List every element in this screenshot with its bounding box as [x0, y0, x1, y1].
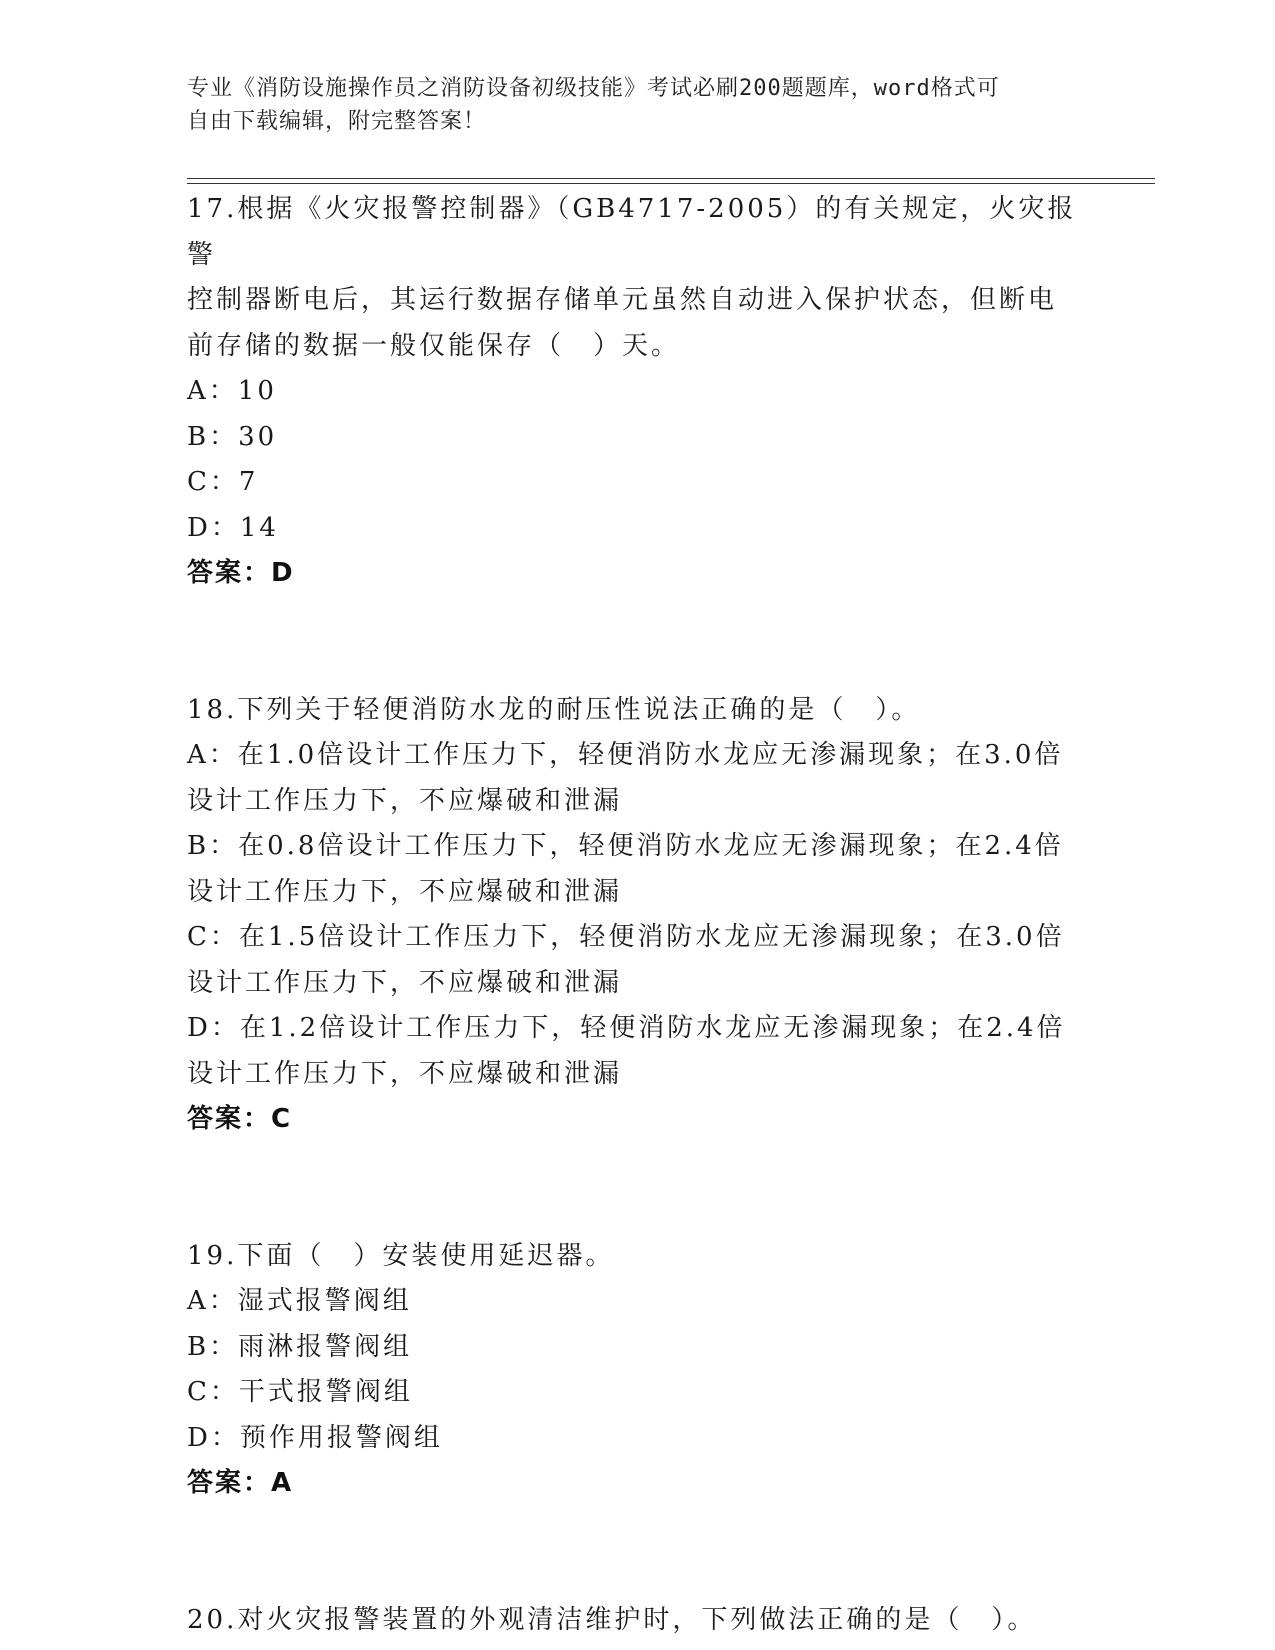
- answer-label: 答案：D: [187, 558, 295, 588]
- question-stem-line: 17.根据《火灾报警控制器》（GB4717-2005）的有关规定，火灾报警: [187, 194, 1077, 270]
- question-20: [187, 1598, 1087, 1644]
- question-stem-line: 20.对火灾报警装置的外观清洁维护时，下列做法正确的是（ ）。: [187, 1604, 1037, 1635]
- header-divider-bottom: [187, 183, 1155, 184]
- header-line-2: 自由下载编辑，附完整答案！: [187, 109, 487, 134]
- option-b: B：30: [187, 421, 278, 452]
- answer-label: 答案：C: [187, 1104, 293, 1134]
- question-19: [187, 1234, 1087, 1507]
- option-c-line-1: C：在1.5倍设计工作压力下，轻便消防水龙应无渗漏现象；在3.0倍: [187, 922, 1065, 952]
- option-c: C：7: [187, 467, 259, 497]
- question-spacer: [187, 597, 1087, 688]
- option-b: B：雨淋报警阀组: [187, 1331, 413, 1362]
- answer-label: 答案：A: [187, 1468, 294, 1498]
- question-list: [187, 187, 1087, 1643]
- option-a-line-1: A：在1.0倍设计工作压力下，轻便消防水龙应无渗漏现象；在3.0倍: [187, 740, 1064, 770]
- option-c-line-2: 设计工作压力下，不应爆破和泄漏: [187, 967, 623, 998]
- option-d: D：预作用报警阀组: [187, 1422, 443, 1453]
- question-17: [187, 187, 1087, 597]
- question-stem-line: 前存储的数据一般仅能保存（ ）天。: [187, 330, 681, 361]
- option-a: A：湿式报警阀组: [187, 1286, 412, 1316]
- option-b-line-2: 设计工作压力下，不应爆破和泄漏: [187, 876, 623, 907]
- option-c: C：干式报警阀组: [187, 1377, 413, 1407]
- question-stem-line: 19.下面（ ）安装使用延迟器。: [187, 1240, 615, 1271]
- option-b-line-1: B：在0.8倍设计工作压力下，轻便消防水龙应无渗漏现象；在2.4倍: [187, 831, 1064, 861]
- option-d: D：14: [187, 512, 279, 543]
- option-a: A：10: [187, 376, 277, 406]
- document-header: [187, 72, 1067, 138]
- option-d-line-2: 设计工作压力下，不应爆破和泄漏: [187, 1058, 623, 1089]
- header-divider-top: [187, 178, 1155, 179]
- option-a-line-2: 设计工作压力下，不应爆破和泄漏: [187, 785, 623, 816]
- option-d-line-1: D：在1.2倍设计工作压力下，轻便消防水龙应无渗漏现象；在2.4倍: [187, 1013, 1066, 1043]
- question-spacer: [187, 1143, 1087, 1234]
- question-18: [187, 688, 1087, 1143]
- header-line-1: 专业《消防设施操作员之消防设备初级技能》考试必刷200题题库，word格式可: [187, 76, 1000, 101]
- question-spacer: [187, 1507, 1087, 1598]
- question-stem-line: 控制器断电后，其运行数据存储单元虽然自动进入保护状态，但断电: [187, 285, 1058, 315]
- question-stem-line: 18.下列关于轻便消防水龙的耐压性说法正确的是（ ）。: [187, 694, 921, 725]
